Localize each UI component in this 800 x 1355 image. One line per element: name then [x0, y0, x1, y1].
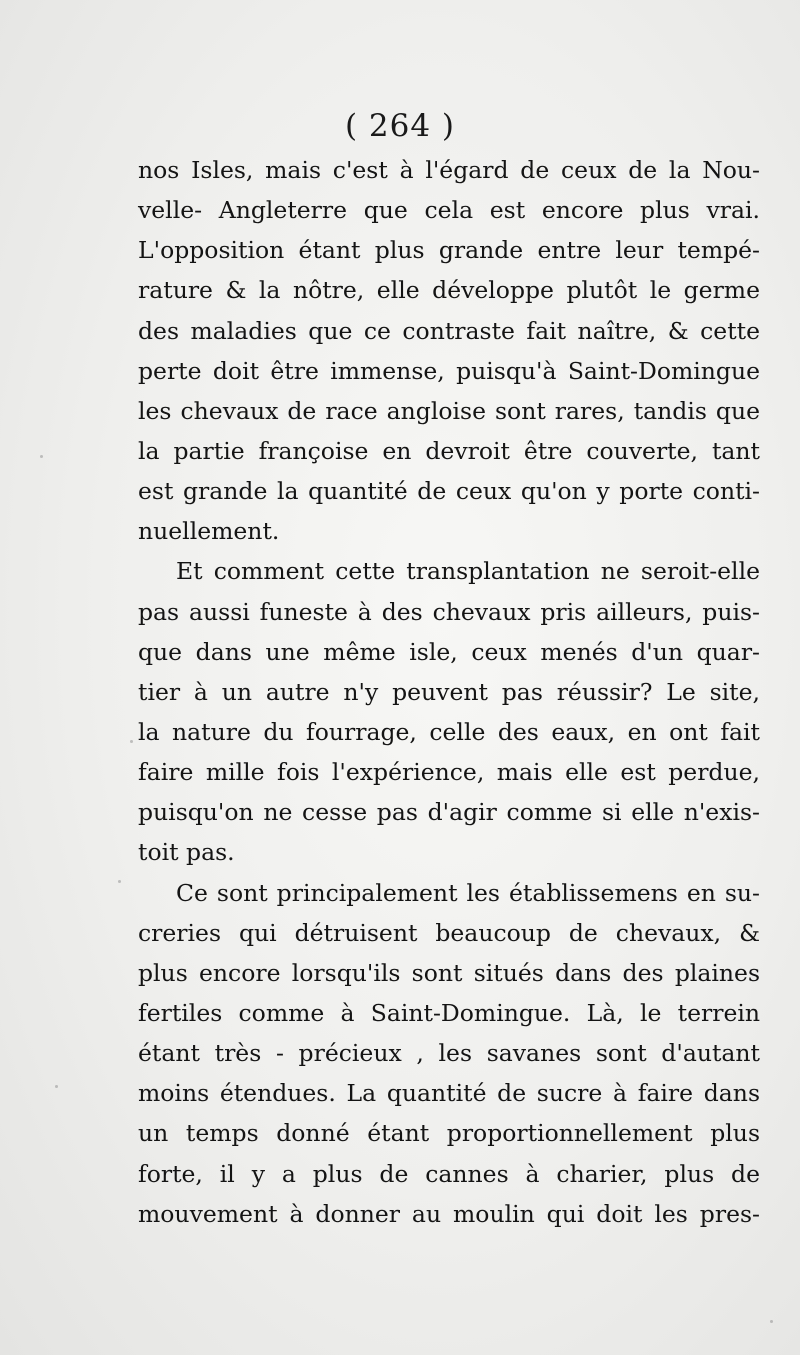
text-line: que dans une même isle, ceux menés d'un quar-: [138, 637, 760, 666]
paragraph-3: [138, 873, 760, 1234]
text-line: des maladies que ce contraste fait naître, & cette: [138, 316, 760, 345]
text-line: nuellement.: [138, 517, 280, 546]
text-line: perte doit être immense, puisqu'à Saint-Domingue: [138, 356, 760, 385]
text-line: étant très - précieux , les savanes sont d'autant: [138, 1039, 760, 1068]
body-text: [138, 150, 760, 1234]
paper-speck: [118, 880, 121, 883]
text-line: Et comment cette transplantation ne seroit-elle: [176, 557, 760, 586]
paper-speck: [55, 1085, 58, 1088]
text-line: puisqu'on ne cesse pas d'agir comme si elle n'exis-: [138, 798, 760, 827]
text-line: est grande la quantité de ceux qu'on y porte conti-: [138, 477, 760, 506]
text-line: toit pas.: [138, 838, 235, 867]
text-line: mouvement à donner au moulin qui doit les pres-: [138, 1199, 760, 1228]
text-line: la nature du fourrage, celle des eaux, en ont fait: [138, 717, 760, 746]
text-line: Ce sont principalement les établissemens en su-: [176, 878, 760, 907]
text-line: moins étendues. La quantité de sucre à faire dans: [138, 1079, 760, 1108]
paper-speck: [130, 740, 133, 743]
text-line: un temps donné étant proportionnellement plus: [138, 1119, 760, 1148]
paper-speck: [770, 1320, 773, 1323]
text-line: pas aussi funeste à des chevaux pris ailleurs, puis-: [138, 597, 760, 626]
text-line: tier à un autre n'y peuvent pas réussir? Le site,: [138, 677, 760, 706]
text-line: plus encore lorsqu'ils sont situés dans des plaines: [138, 958, 760, 987]
paragraph-1: [138, 150, 760, 551]
text-line: la partie françoise en devroit être couverte, tant: [138, 436, 760, 465]
text-line: velle- Angleterre que cela est encore plus vrai.: [138, 196, 760, 225]
text-line: les chevaux de race angloise sont rares, tandis que: [138, 396, 760, 425]
text-line: forte, il y a plus de cannes à charier, plus de: [138, 1159, 760, 1188]
paper-speck: [40, 455, 43, 458]
text-line: L'opposition étant plus grande entre leur tempé-: [138, 236, 760, 265]
text-line: nos Isles, mais c'est à l'égard de ceux de la Nou-: [138, 156, 760, 184]
paragraph-2: [138, 551, 760, 872]
text-line: fertiles comme à Saint-Domingue. Là, le terrein: [138, 998, 760, 1027]
text-line: creries qui détruisent beaucoup de chevaux, &: [138, 918, 760, 947]
page-number: ( 264 ): [344, 108, 456, 144]
text-line: rature & la nôtre, elle développe plutôt le germe: [138, 276, 760, 305]
text-line: faire mille fois l'expérience, mais elle est perdue,: [138, 758, 760, 787]
